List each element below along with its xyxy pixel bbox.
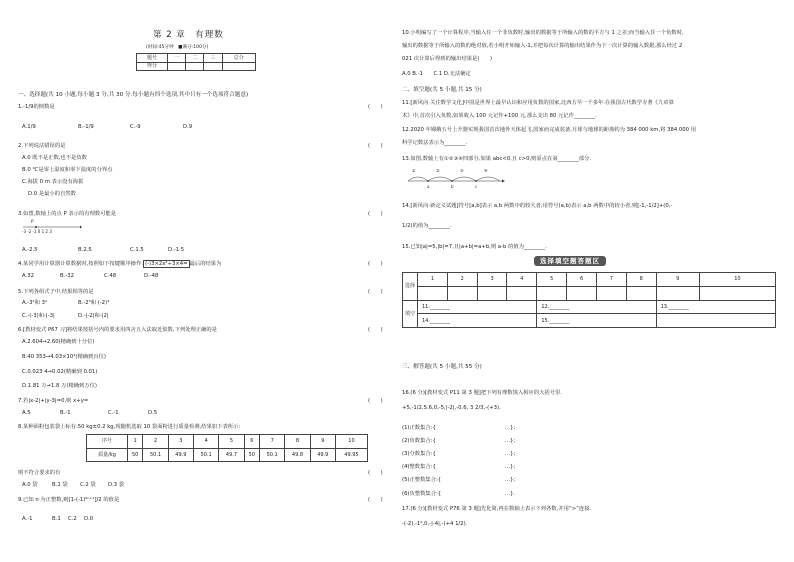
answer-col-header: 2 [447, 273, 477, 287]
q16-numbers: +5,-1/2,5.6,0,-5,|-2|,-0.6, 3 2/3,-(+3). [402, 405, 501, 411]
q16-set: (2)负数集合:{ …}; [402, 438, 516, 444]
answer-cell[interactable] [596, 286, 626, 300]
q9-text: 9.已知 n 为正整数,则[1-(-1)²ⁿ⁺¹]/2 的值是 [18, 497, 120, 503]
q8-cell: 5 [219, 435, 244, 449]
answer-paren: ( ) [368, 289, 383, 295]
page-title: 第 2 章 有理数 [153, 30, 224, 40]
q10-line: 输出的数据等于所输入的数的绝对值,若小明开始输入-1,并把每次计算的输出结果作为下一次计算的输入数据,那么经过 2 [402, 43, 683, 49]
q17-text: 17.(6 分)[教材变式 P76 第 3 题]先化简,再在数轴上表示下列各数,并用“>”连接. [402, 506, 592, 512]
q16-set: (1)正数集合:{ …}; [402, 425, 516, 431]
score-cell: 二 [186, 54, 204, 63]
score-cell: 一 [168, 54, 186, 63]
answer-col-header: 4 [507, 273, 537, 287]
section-1-heading: 一、选择题(共 10 小题,每小题 3 分,共 30 分.每小题有四个选项,其中只有一个选项符合题意) [18, 92, 249, 98]
axis-ticks-label: -3 -2 -1 0 1 2 3 [22, 229, 52, 234]
q8-cell: 50 [128, 448, 143, 462]
calculator-keys: (-)3×2x²÷3×4= [145, 261, 188, 267]
answer-area-table [402, 272, 776, 328]
q17-numbers: -(-2),-1²,0,-|-4|,-(+4 1/2). [402, 521, 468, 527]
q13-number-line [406, 167, 506, 193]
q8-cell: 7 [260, 435, 285, 449]
part-label: ③ [460, 168, 464, 173]
q8-cell: 49.8 [285, 448, 310, 462]
option: D.5 [148, 410, 158, 416]
score-cell[interactable] [222, 62, 255, 71]
answer-col-header: 6 [567, 273, 597, 287]
option: D.3 袋 [108, 482, 125, 488]
exam-info: (时间:45分钟 ■满分:100分) [146, 45, 209, 50]
score-cell: 得分 [137, 62, 168, 71]
option: C.2 袋 [80, 482, 96, 488]
option: B.0 ℃是零上温度和零下温度的分界点 [22, 167, 113, 173]
score-cell: 三 [204, 54, 222, 63]
answer-cell[interactable] [656, 286, 699, 300]
answer-col-header: 8 [626, 273, 656, 287]
fill-answer-12[interactable]: 12.________ [537, 300, 656, 314]
point-label: a [427, 184, 430, 189]
q2-text: 2.下列说法错误的是 [18, 143, 66, 149]
option: D.9 [183, 124, 193, 130]
q5-text: 5.下列各组式子中,结果相等的是 [18, 289, 94, 295]
answer-paren: ( ) [368, 104, 383, 110]
answer-col-header: 5 [537, 273, 567, 287]
q8-cell: 2 [143, 435, 168, 449]
option: B.1 [52, 516, 61, 522]
answer-paren: ( ) [368, 497, 383, 503]
q16-set: (6)负整数集合:{ …}. [402, 491, 516, 497]
option: A.-3²和 3² [22, 300, 48, 306]
q8-cell: 49.9 [310, 448, 335, 462]
q8-cell: 质量/kg [87, 448, 128, 462]
q8-text: 8.某种面粉包装袋上标有:50 kg±0.2 kg,现随机选取 10 袋面粉进行质量检测,结果如下表所示: [18, 424, 241, 430]
q8-cell: 10 [335, 435, 367, 449]
score-cell: 总分 [222, 54, 255, 63]
q7-text: 7.若|x-2|+|y-3|=0,则 x+y= [18, 398, 89, 404]
score-table [136, 53, 256, 71]
option: A.-2.5 [22, 247, 38, 253]
q11-line: 11.[新风向·关注数学文化]中国是世界上最早认识和应用负数的国家,比西方早一千多年.在我国古代数学专著《九章算 [402, 100, 674, 106]
option: D.1.81 万→1.8 万(精确到万位) [22, 383, 97, 389]
option: D.-48 [144, 273, 159, 279]
option: B.-32 [60, 273, 74, 279]
q10-line: 021 次计算后得到的输出结果是( ) [402, 56, 493, 62]
score-cell: 题号 [137, 54, 168, 63]
q10-options: A.0 B.-1 C.1 D.无法确定 [402, 71, 471, 77]
score-cell[interactable] [204, 62, 222, 71]
fill-label: 填空 [403, 300, 418, 328]
q8-cell: 49.7 [219, 448, 244, 462]
option: C.-9 [130, 124, 141, 130]
fill-answer-15[interactable]: 15.________ [537, 314, 656, 328]
q8-cell: 50.1 [194, 448, 219, 462]
q8-cell: 3 [168, 435, 193, 449]
q12-line: 科学记数法表示为________. [402, 140, 468, 146]
part-label: ② [436, 168, 440, 173]
q8-cell: 6 [244, 435, 259, 449]
q6-text: 6.[教材变式 P67 习]将结果按括号内的要求用四舍五入法取近似数,下列处理正确的是 [18, 327, 217, 333]
right-column [402, 0, 776, 562]
option: B.-1/9 [78, 124, 94, 130]
option: C.-(-3)和-|-3| [22, 313, 55, 319]
option: C.48 [104, 273, 117, 279]
fill-answer-13[interactable]: 13.________ [656, 300, 775, 314]
q4-text [18, 261, 221, 268]
answer-paren: ( ) [368, 398, 383, 404]
answer-col-header: 7 [596, 273, 626, 287]
answer-paren: ( ) [368, 211, 383, 217]
answer-col-header: 3 [477, 273, 507, 287]
q10-line: 10.小明编写了一个计算程序,当输入任一个非负数时,输出的数据等于所输入的数的平方与 1 之差;而当输入任一个负数时, [402, 30, 684, 36]
answer-paren: ( ) [368, 327, 383, 333]
q8-cell: 8 [285, 435, 310, 449]
q16-text: 16.(6 分)[教材变式 P11 第 3 题]把下列有理数填入相应的大括号里. [402, 390, 562, 396]
point-label: c [475, 184, 478, 189]
answer-cell[interactable] [418, 286, 448, 300]
answer-col-header: 9 [656, 273, 699, 287]
q8-cell: 序号 [87, 435, 128, 449]
q13-text: 13.如图,数轴上有①②③④四部分,如果 abc<0,且 c>0,则原点在第________部分. [402, 156, 592, 162]
option: C.2 [68, 516, 77, 522]
option: B.40 353→4.03×10⁴(精确到百位) [22, 354, 107, 360]
option: B.2.5 [78, 247, 92, 253]
q8-cell: 4 [194, 435, 219, 449]
answer-cell[interactable] [477, 286, 507, 300]
q8-cell: 1 [128, 435, 143, 449]
option: A.0 袋 [22, 482, 38, 488]
fill-answer-11[interactable]: 11.________ [418, 300, 537, 314]
option: D.-|-2|和-|2| [78, 313, 109, 319]
answer-col-header: 10 [699, 273, 775, 287]
answer-cell[interactable] [567, 286, 597, 300]
option: C.1.5 [130, 247, 144, 253]
answer-paren: ( ) [368, 261, 383, 267]
option: A.5 [22, 410, 31, 416]
q16-set: (3)分数集合:{ …}; [402, 451, 516, 457]
answer-area-title [534, 257, 606, 266]
answer-col-header: 1 [418, 273, 448, 287]
option: D.-1.5 [168, 247, 185, 253]
section-3-heading: 三、解答题(共 5 小题,共 55 分) [402, 364, 482, 370]
answer-cell[interactable] [507, 286, 537, 300]
option: B.1 袋 [52, 482, 68, 488]
option: A.0 既不是正数,也不是负数 [22, 155, 87, 161]
q8-cell: 50.1 [143, 448, 168, 462]
q14-line: 14.[新风向·新定义试题]符号[a,b]表示 a,b 两数中的较大者,用符号(a,b)表示 a,b 两数中的较小者,则[-1,-1/2]+(0,- [402, 203, 673, 209]
option: D.0 是最小的自然数 [28, 191, 76, 197]
q14-line: 1/2)的值为________. [402, 223, 452, 229]
answer-cell-empty [656, 314, 775, 328]
q16-set: (5)正整数集合:{ …}; [402, 477, 516, 483]
q8-cell: 50 [244, 448, 259, 462]
q8-cell: 9 [310, 435, 335, 449]
option: B.-1 [60, 410, 71, 416]
answer-paren: ( ) [368, 143, 383, 149]
option: B.-2³和 (-2)³ [78, 300, 110, 306]
q4-text-tail: 最后的结果为 [189, 261, 222, 267]
q8-cell: 49.9 [168, 448, 193, 462]
option: C.海拔 0 m 表示没有海拔 [22, 179, 84, 185]
point-p-label: P [31, 219, 34, 224]
answer-cell[interactable] [626, 286, 656, 300]
point-label: b [451, 184, 454, 189]
q3-text: 3.如图,数轴上的点 P 表示的有理数可能是 [18, 211, 117, 217]
part-label: ① [412, 168, 416, 173]
q8-table [86, 434, 368, 462]
answer-cell[interactable] [447, 286, 477, 300]
part-label: ④ [484, 168, 488, 173]
select-label: 选择 [403, 273, 418, 301]
q16-set: (4)整数集合:{ …}; [402, 464, 516, 470]
option: C.0.023 4→0.02(精确到 0.01) [22, 369, 98, 375]
option: A.32 [22, 273, 34, 279]
option: C.-1 [108, 410, 119, 416]
option: A.-1 [22, 516, 33, 522]
q8-after: 则不符合要求的有 [18, 470, 61, 476]
answer-area-title-text: 选择填空题答题区 [534, 256, 606, 266]
option: D.0 [84, 516, 94, 522]
answer-cell[interactable] [537, 286, 567, 300]
fill-answer-14[interactable]: 14.________ [418, 314, 537, 328]
option: A.1/9 [22, 124, 36, 130]
option: A.2.604→2.60(精确到十分位) [22, 339, 95, 345]
answer-cell[interactable] [699, 286, 775, 300]
score-cell[interactable] [186, 62, 204, 71]
section-2-heading: 二、填空题(共 5 小题,共 15 分) [402, 87, 482, 93]
q4-text-main: 4.某同学用计算器计算数据时,按照如下按键顺序操作: [18, 261, 144, 267]
q15-text: 15.已知|a|=5,|b|=7,且|a+b|=a+b,则 a-b 的值为________. [402, 244, 547, 250]
q8-cell: 50.1 [260, 448, 285, 462]
q8-cell: 49.95 [335, 448, 367, 462]
score-cell[interactable] [168, 62, 186, 71]
q1-text: 1.-1/9的倒数是 [18, 104, 55, 110]
q11-line: 术》中,首次引入负数,如果收入 100 元记作+100 元,那么支出 80 元记作________. [402, 113, 597, 119]
answer-paren: ( ) [368, 470, 383, 476]
q12-line: 12.2020 年嫦娥五号上升器实现我国首次地外天体起飞,国家而完成装备,月球与地球的距离约为 384 000 km,将 384 000 用 [402, 127, 696, 133]
left-column [18, 0, 384, 562]
